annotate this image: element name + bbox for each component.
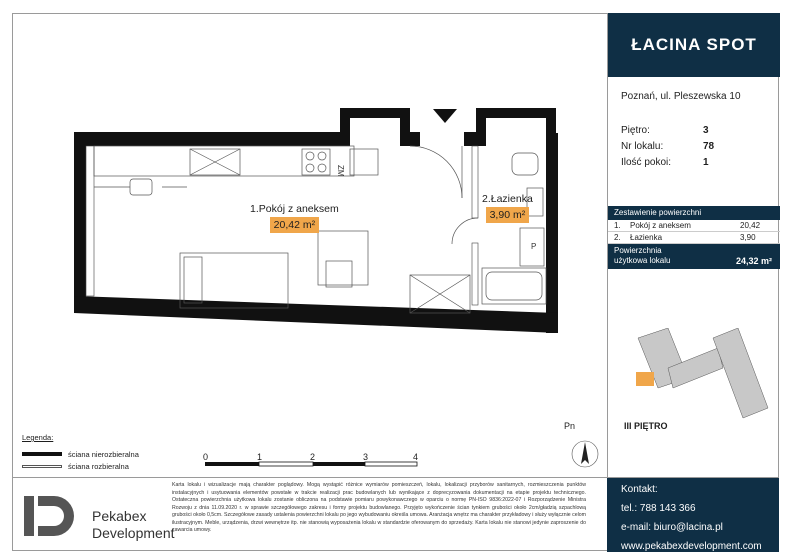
contact-box [607, 478, 779, 552]
table-row: 1. Pokój z aneksem 20,42 [608, 220, 780, 232]
legend-item: ściana rozbieralna [22, 460, 139, 472]
company-name: Pekabex Development [92, 508, 175, 541]
floor-plan [12, 13, 607, 477]
contact-website[interactable]: www.pekabexdevelopment.com [621, 541, 762, 552]
table-row: 2. Łazienka 3,90 [608, 232, 780, 244]
room-1-area: 20,42 m² [270, 217, 319, 233]
area-table [608, 206, 780, 269]
room-1-label [250, 203, 339, 233]
scale-tick: 2 [310, 452, 316, 462]
room-2-area: 3,90 m² [486, 207, 530, 223]
north-compass [572, 441, 598, 467]
area-table-header: Zestawienie powierzchni [608, 206, 780, 220]
floor-label: III PIĘTRO [624, 421, 668, 431]
disclaimer: Karta lokalu i wizualizacje mają charakter poglądowy. Mogą wystąpić różnice wymiarów pomieszczeń, lokalu, lokalizacji przyborów sanitarnych, rozmieszczenia punktów instalacyjnych i usytuowania elementów powstałe w trakcie realizacji prac budowlanych lub wynikające z doprecyzowania dokumentacji na etapie projektu technicznego. Ostateczna powierzchnia użytkowa lokalu zostanie obliczona na podstawie pomiaru powykonawczego w oparciu o normę PN-ISO 9836:2022-07 i Rozporządzenie Ministra Rozwoju z dnia 11.09.2020 r. w sprawie szczegółowego zakresu i formy projektu budowlanego. Przyjęto wykończenie ścian tynkiem grubości około 2cm/gładzią szpachlową grubości około 0,5cm. Szczegółowe zasady ustalenia powierzchni lokalu po jego wybudowaniu określa umowa. Aranżacja wnętrz ma charakter przykładowy i służy wyłącznie celom ilustracyjnym. Meble, urządzenia, drzwi wewnętrze itp. nie stanowią wyposażenia lokalu w standardzie oferowanym do sprzedaży. Karta lokalu nie stanowi jedynie zaproszenie do zawarcia umowy. [172, 482, 586, 533]
fridge-label: ZM [336, 165, 345, 177]
scale-tick: 4 [413, 452, 419, 462]
floor-plan-drawing [12, 13, 607, 477]
contact-phone[interactable]: tel.: 788 143 366 [621, 503, 696, 514]
legend-title: Legenda: [22, 433, 54, 442]
info-row: Piętro: 3 [621, 125, 709, 136]
unit-info [621, 123, 714, 171]
legend [22, 433, 139, 472]
address: Poznań, ul. Pleszewska 10 [621, 91, 741, 102]
room-1-name: 1.Pokój z aneksem [250, 203, 339, 215]
shower-label: P [531, 242, 537, 251]
brand-logo: ŁACINA SPOT [631, 35, 757, 54]
unit-location-marker [636, 372, 654, 386]
scale-bar [203, 454, 419, 475]
key-plan [628, 328, 778, 423]
room-2-name: 2.Łazienka [482, 193, 533, 205]
scale-tick: 0 [203, 452, 209, 462]
info-panel [607, 13, 780, 477]
scale-tick: 3 [363, 452, 369, 462]
pekabex-logo-icon [20, 492, 82, 540]
contact-email[interactable]: e-mail: biuro@lacina.pl [621, 522, 723, 533]
brand-header [608, 13, 780, 77]
info-row: Ilość pokoi: 1 [621, 157, 709, 168]
contact-title: Kontakt: [621, 484, 658, 495]
scale-tick: 1 [257, 452, 263, 462]
info-row: Nr lokalu: 78 [621, 141, 715, 152]
area-total: Powierzchnia użytkowa lokalu 24,32 m² [608, 244, 780, 269]
legend-item: ściana nierozbieralna [22, 448, 139, 460]
north-label: Pn [564, 421, 576, 431]
room-2-label [482, 193, 533, 223]
footer [12, 477, 779, 552]
